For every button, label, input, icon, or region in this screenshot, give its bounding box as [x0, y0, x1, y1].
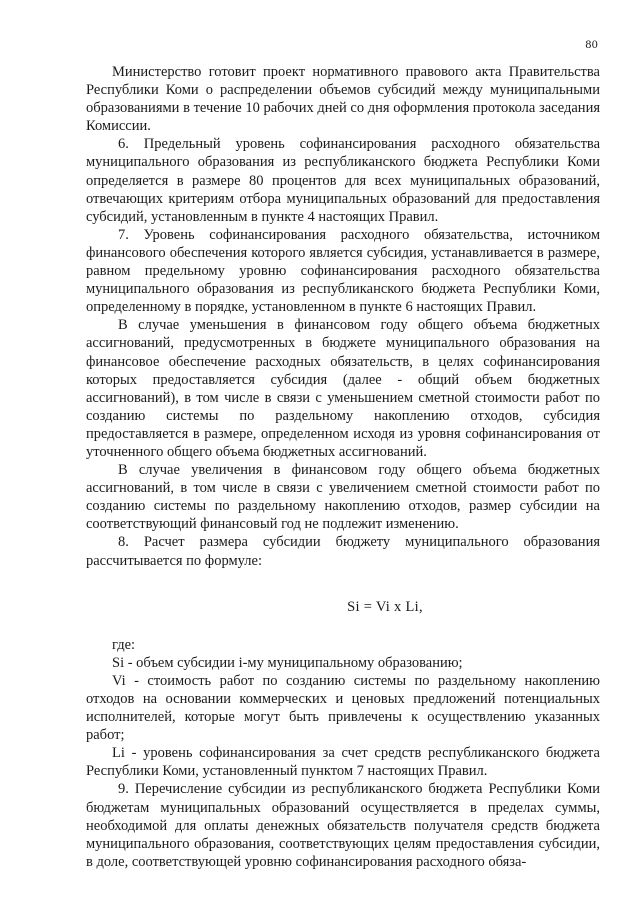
paragraph-ministry-draft: Министерство готовит проект нормативного правового акта Правительства Республики Коми о распределении объемов субсидий между муниципальными образованиями в течение 10 рабочих дней со дня оформления протокола заседания Комиссии.: [86, 64, 600, 135]
formula-where-label: где:: [112, 636, 136, 653]
definition-li: Li - уровень софинансирования за счет средств республиканского бюджета Республики Коми, установленный пунктом 7 настоящих Правил.: [86, 745, 600, 780]
document-body: [86, 63, 600, 871]
definition-vi: Vi - стоимость работ по созданию системы по раздельному накоплению отходов на основании коммерческих и ценовых предложений потенциальных исполнителей, которые могут быть привлечены к осуществлению указанных работ;: [86, 672, 600, 744]
definition-si: Si - объем субсидии i-му муниципальному образованию;: [112, 654, 463, 671]
paragraph-item-7: 7. Уровень софинансирования расходного обязательства, источником финансового обеспечения которого является субсидия, устанавливается в размере, равном предельному уровню софинансирования расходного обязательства муниципального образования из республиканского бюджета Республики Коми, определенному в порядке, установленном в пункте 6 настоящих Правил.: [86, 226, 600, 316]
page-number: 80: [585, 37, 598, 51]
paragraph-item-9: 9. Перечисление субсидии из республиканского бюджета Республики Коми бюджетам муниципальных образований осуществляется в пределах суммы, необходимой для оплаты денежных обязательств получателя средств бюджета муниципального образования, соответствующих целям предоставления субсидии, в доле, соответствующей уровню софинансирования расходного обяза-: [86, 781, 600, 870]
paragraph-increase-case: В случае увеличения в финансовом году общего объема бюджетных ассигнований, в том числе в связи с увеличением сметной стоимости работ по созданию системы по раздельному накоплению отходов, размер субсидии на соответствующий финансовый год не подлежит изменению.: [86, 462, 600, 533]
paragraph-item-8: 8. Расчет размера субсидии бюджету муниципального образования рассчитывается по формуле:: [86, 534, 600, 569]
paragraph-decrease-case: В случае уменьшения в финансовом году общего объема бюджетных ассигнований, предусмотренных в бюджете муниципального образования на финансовое обеспечение расходных обязательств, в целях софинансирования которых предоставляется субсидия (далее - общий объем бюджетных ассигнований), в том числе в связи с уменьшением сметной стоимости работ по созданию системы по раздельному накоплению отходов, субсидия предоставляется в размере, определенном исходя из уровня софинансирования от уточненного общего объема бюджетных ассигнований.: [86, 317, 600, 460]
subsidy-formula: Si = Vi x Li,: [347, 598, 423, 615]
paragraph-item-6: 6. Предельный уровень софинансирования расходного обязательства муниципального образования из республиканского бюджета Республики Коми определяется в размере 80 процентов для всех муниципальных образований, отвечающих критериям отбора муниципальных образований для предоставления субсидий, установленным в пункте 4 настоящих Правил.: [86, 136, 600, 225]
